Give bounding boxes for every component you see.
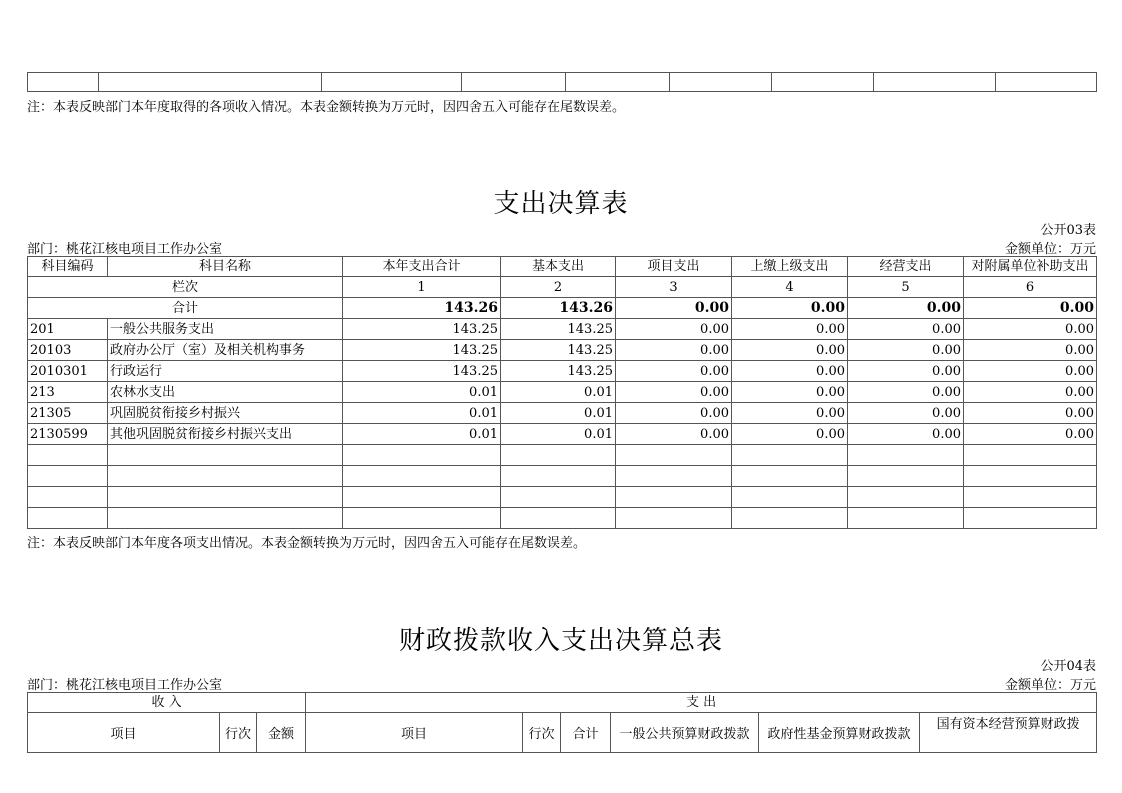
table-cell (343, 487, 501, 508)
top-table (27, 72, 1097, 92)
value-cell: 0.01 (343, 424, 501, 445)
value-cell: 0.00 (732, 424, 848, 445)
fiscal-table-clip (27, 692, 1096, 742)
table-row (28, 340, 1097, 361)
total-value-cell: 0.00 (732, 298, 848, 319)
empty-row (28, 445, 1097, 466)
income-note: 注：本表反映部门本年度取得的各项收入情况。本表金额转换为万元时，因四舍五入可能存在尾数误差。 (27, 100, 626, 115)
value-cell: 0.00 (848, 340, 964, 361)
table-cell (108, 445, 343, 466)
header-cell: 项目 (306, 713, 523, 753)
table-cell (772, 73, 874, 92)
header-cell: 上缴上级支出 (732, 257, 848, 277)
table-cell (108, 508, 343, 529)
table-row (28, 403, 1097, 424)
value-cell: 0.00 (848, 361, 964, 382)
header-cell: 金额 (257, 713, 306, 753)
header-cell: 国有资本经营预算财政拨 (920, 713, 1097, 753)
table-cell (343, 508, 501, 529)
value-cell: 0.00 (732, 382, 848, 403)
table-cell (501, 445, 616, 466)
total-value-cell: 0.00 (964, 298, 1097, 319)
value-cell: 0.00 (964, 340, 1097, 361)
col-num-cell: 6 (964, 277, 1097, 298)
fiscal-unit: 金额单位：万元 (1004, 678, 1096, 693)
code-cell: 2130599 (28, 424, 108, 445)
table-cell (28, 445, 108, 466)
header-cell: 科目编码 (28, 257, 108, 277)
code-cell: 213 (28, 382, 108, 403)
value-cell: 0.00 (964, 382, 1097, 403)
value-cell: 0.00 (848, 382, 964, 403)
value-cell: 0.00 (964, 319, 1097, 340)
name-cell: 其他巩固脱贫衔接乡村振兴支出 (108, 424, 343, 445)
value-cell: 0.01 (501, 382, 616, 403)
value-cell: 0.00 (616, 382, 732, 403)
name-cell: 农林水支出 (108, 382, 343, 403)
value-cell: 143.25 (501, 340, 616, 361)
value-cell: 143.25 (501, 361, 616, 382)
table-cell (732, 466, 848, 487)
code-cell: 201 (28, 319, 108, 340)
table-cell (964, 466, 1097, 487)
column-number-row (28, 277, 1097, 298)
name-cell: 行政运行 (108, 361, 343, 382)
value-cell: 143.25 (343, 319, 501, 340)
header-cell: 本年支出合计 (343, 257, 501, 277)
value-cell: 0.00 (964, 424, 1097, 445)
header-cell: 科目名称 (108, 257, 343, 277)
col-num-cell: 5 (848, 277, 964, 298)
expense-note: 注：本表反映部门本年度各项支出情况。本表金额转换为万元时，因四舍五入可能存在尾数误差。 (27, 536, 587, 551)
table-cell (501, 487, 616, 508)
col-label-cell: 栏次 (28, 277, 343, 298)
table-header-row (28, 257, 1097, 277)
table-cell (848, 508, 964, 529)
table-cell (732, 487, 848, 508)
empty-row (28, 466, 1097, 487)
total-label-cell: 合计 (28, 298, 343, 319)
fiscal-section-row (28, 693, 1097, 713)
value-cell: 0.00 (616, 403, 732, 424)
col-num-cell: 2 (501, 277, 616, 298)
table-cell (616, 487, 732, 508)
header-cell: 政府性基金预算财政拨款 (759, 713, 920, 753)
table-cell (566, 73, 670, 92)
fiscal-title: 财政拨款收入支出决算总表 (398, 626, 723, 656)
header-cell: 项目 (28, 713, 220, 753)
empty-row (28, 487, 1097, 508)
name-cell: 政府办公厅（室）及相关机构事务 (108, 340, 343, 361)
table-row (28, 424, 1097, 445)
table-cell (848, 487, 964, 508)
value-cell: 0.00 (732, 319, 848, 340)
value-cell: 0.00 (964, 403, 1097, 424)
table-cell (99, 73, 322, 92)
col-num-cell: 4 (732, 277, 848, 298)
value-cell: 0.00 (732, 340, 848, 361)
expense-table-code: 公开03表 (1040, 223, 1096, 238)
table-cell (462, 73, 566, 92)
header-cell: 行次 (220, 713, 257, 753)
table-cell (322, 73, 462, 92)
code-cell: 21305 (28, 403, 108, 424)
table-cell (848, 466, 964, 487)
table-cell (28, 487, 108, 508)
table-cell (732, 445, 848, 466)
value-cell: 0.01 (343, 382, 501, 403)
table-cell (343, 445, 501, 466)
header-cell: 对附属单位补助支出 (964, 257, 1097, 277)
table-cell (732, 508, 848, 529)
expense-dept: 部门：桃花江核电项目工作办公室 (27, 242, 223, 257)
expense-unit: 金额单位：万元 (1004, 242, 1096, 257)
total-value-cell: 0.00 (848, 298, 964, 319)
value-cell: 143.25 (501, 319, 616, 340)
table-cell (964, 445, 1097, 466)
value-cell: 0.00 (616, 340, 732, 361)
table-cell (996, 73, 1097, 92)
fiscal-header-row (28, 713, 1097, 753)
code-cell: 20103 (28, 340, 108, 361)
total-value-cell: 143.26 (343, 298, 501, 319)
total-value-cell: 0.00 (616, 298, 732, 319)
table-row (28, 319, 1097, 340)
income-section-label: 收 入 (28, 693, 306, 713)
header-cell: 一般公共预算财政拨款 (611, 713, 759, 753)
table-cell (343, 466, 501, 487)
table-cell (108, 487, 343, 508)
total-value-cell: 143.26 (501, 298, 616, 319)
table-cell (616, 466, 732, 487)
code-cell: 2010301 (28, 361, 108, 382)
expense-title: 支出决算表 (493, 189, 629, 219)
table-cell (964, 487, 1097, 508)
table-cell (670, 73, 772, 92)
expense-table (27, 256, 1097, 529)
table-row (28, 382, 1097, 403)
table-row (28, 361, 1097, 382)
fiscal-table (27, 692, 1097, 753)
col-num-cell: 3 (616, 277, 732, 298)
value-cell: 143.25 (343, 340, 501, 361)
header-cell: 行次 (523, 713, 561, 753)
table-cell (28, 508, 108, 529)
value-cell: 0.01 (343, 403, 501, 424)
value-cell: 0.00 (848, 424, 964, 445)
value-cell: 0.01 (501, 424, 616, 445)
header-cell: 基本支出 (501, 257, 616, 277)
name-cell: 一般公共服务支出 (108, 319, 343, 340)
value-cell: 0.01 (501, 403, 616, 424)
table-cell (848, 445, 964, 466)
value-cell: 0.00 (848, 319, 964, 340)
name-cell: 巩固脱贫衔接乡村振兴 (108, 403, 343, 424)
value-cell: 0.00 (732, 361, 848, 382)
table-cell (501, 466, 616, 487)
header-cell: 合计 (561, 713, 611, 753)
table-cell (874, 73, 996, 92)
table-cell (28, 466, 108, 487)
value-cell: 0.00 (732, 403, 848, 424)
table-cell (108, 466, 343, 487)
empty-row (28, 508, 1097, 529)
fiscal-dept: 部门：桃花江核电项目工作办公室 (27, 678, 223, 693)
expense-section-label: 支 出 (306, 693, 1097, 713)
table-cell (501, 508, 616, 529)
total-row (28, 298, 1097, 319)
table-cell (28, 73, 99, 92)
header-cell: 经营支出 (848, 257, 964, 277)
table-cell (616, 508, 732, 529)
value-cell: 0.00 (616, 361, 732, 382)
table-cell (616, 445, 732, 466)
table-cell (964, 508, 1097, 529)
value-cell: 143.25 (343, 361, 501, 382)
fiscal-table-code: 公开04表 (1040, 659, 1096, 674)
header-cell: 项目支出 (616, 257, 732, 277)
col-num-cell: 1 (343, 277, 501, 298)
value-cell: 0.00 (964, 361, 1097, 382)
value-cell: 0.00 (616, 424, 732, 445)
value-cell: 0.00 (616, 319, 732, 340)
value-cell: 0.00 (848, 403, 964, 424)
table-row (28, 73, 1097, 92)
